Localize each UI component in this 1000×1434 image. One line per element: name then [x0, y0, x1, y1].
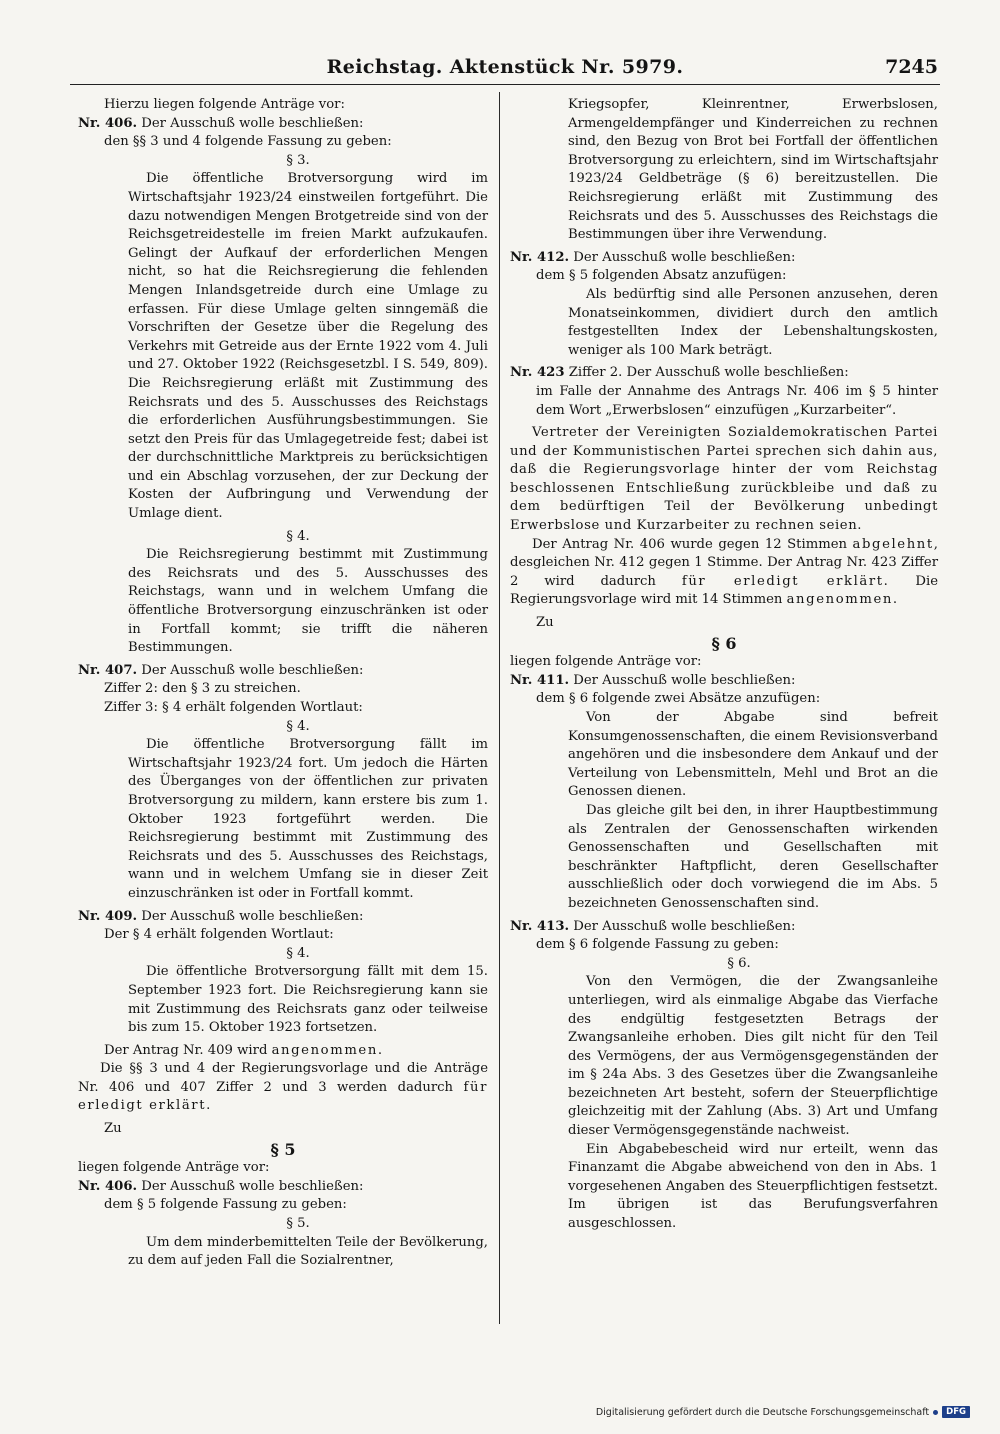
- page-number: 7245: [885, 56, 938, 78]
- motion-423-line: Nr. 423 Ziffer 2. Der Ausschuß wolle beschließen:: [510, 365, 849, 381]
- motion-number: Nr. 406.: [78, 1178, 138, 1194]
- motion-409-section-4-heading: § 4.: [286, 945, 310, 961]
- section-5-text-continued: Kriegsopfer, Kleinrentner, Erwerbslosen, Armengeldempfänger und Kinderreichen zu rechnen sind, den Bezug von Brot bei Fortfall der öffentlichen Brotversorgung zu erleichtern, sind im Wirtschaftsjahr 1923/24 Geldbeträge (§ 6) bereitzustellen. Die Reichsregierung erläßt mit Zustimmung des Reichsrats und des 5. Ausschusses des Reichstags die Bestimmungen über ihre Verwendung.: [568, 97, 938, 243]
- section-3-heading: § 3.: [286, 152, 310, 168]
- result-sections-3-4: Die §§ 3 und 4 der Regierungsvorlage und die Anträge Nr. 406 und 407 Ziffer 2 und 3 werden dadurch für erledigt erklärt.: [78, 1061, 488, 1114]
- motion-409-section-4-text: Die öffentliche Brotversorgung fällt mit dem 15. September 1923 fort. Die Reichsregierung kann sie mit Zustimmung des Reichsrats ganz oder teilweise bis zum 15. Oktober 1923 fortsetzen.: [128, 964, 488, 1036]
- motion-411-line: Nr. 411. Der Ausschuß wolle beschließen:: [510, 672, 796, 688]
- section-5-text: Um dem minderbemittelten Teile der Bevölkerung, zu dem auf jeden Fall die Sozialrentner,: [128, 1234, 488, 1269]
- dfg-logo: DFG: [942, 1406, 970, 1418]
- motion-number: Nr. 411.: [510, 672, 570, 688]
- motion-407-line: Nr. 407. Der Ausschuß wolle beschließen:: [78, 662, 364, 678]
- section-5-heading: § 5: [270, 1139, 296, 1159]
- section-3-text: Die öffentliche Brotversorgung wird im Wirtschaftsjahr 1923/24 einstweilen fortgeführt. Die dazu notwendigen Mengen Brotgetreide sind von der Reichsgetreidestelle im freien Markt aufzukaufen. Gelingt der Aufkauf der erforderlichen Mengen nicht, so hat die Reichsregierung die fehlenden Mengen Inlandsgetreide durch eine Umlage zu erfassen. Für diese Umlage gelten sinngemäß die Vorschriften der Gesetze über die Regelung des Verkehrs mit Getreide aus der Ernte 1922 vom 4. Juli und 27. Oktober 1922 (Reichsgesetzbl. I S. 549, 809). Die Reichsregierung erläßt mit Zustimmung des Reichsrats und des 5. Ausschusses des Reichstags die erforderlichen Ausführungsbestimmungen. Sie setzt den Preis für das Umlagegetreide fest; dabei ist der durchschnittliche Marktpreis zu berücksichtigen und ein Abschlag vorzusehen, der zur Deckung der Kosten der Aufbringung und Verwendung der Umlage dient.: [128, 171, 488, 522]
- motion-412-instruction: dem § 5 folgenden Absatz anzufügen:: [536, 268, 787, 284]
- zu-label: Zu: [104, 1121, 122, 1137]
- page-header: [70, 56, 940, 85]
- motion-411-paragraph-1: Von der Abgabe sind befreit Konsumgenossenschaften, die einem Revisionsverband angehören und die insbesondere dem Ankauf und der Verteilung von Lebensmitteln, Mehl und Brot an die Genossen dienen.: [568, 710, 938, 800]
- intro-text: Hierzu liegen folgende Anträge vor:: [104, 97, 345, 112]
- motion-413-instruction: dem § 6 folgende Fassung zu geben:: [536, 937, 779, 953]
- zu-label: Zu: [536, 615, 554, 631]
- motion-407-item-2: Ziffer 2: den § 3 zu streichen.: [104, 681, 301, 697]
- motion-411-paragraph-2: Das gleiche gilt bei den, in ihrer Hauptbestimmung als Zentralen der Genossenschaften wirkenden Genossenschaften und Gesellschaften mit beschränkter Haftpflicht, deren Gesellschafter ausschließlich oder doch vorwiegend die im Abs. 5 bezeichneten Genossenschaften sind.: [568, 802, 938, 911]
- motion-number: Nr. 406.: [78, 115, 138, 131]
- result-409: Der Antrag Nr. 409 wird angenommen.: [104, 1042, 384, 1058]
- digitization-credit: [596, 1406, 970, 1418]
- motion-407-item-3: Ziffer 3: § 4 erhält folgenden Wortlaut:: [104, 700, 363, 715]
- vote-result-section-5: Der Antrag Nr. 406 wurde gegen 12 Stimmen abgelehnt, desgleichen Nr. 412 gegen 1 Stimme. Der Antrag Nr. 423 Ziffer 2 wird dadurch für erledigt erklärt. Die Regierungsvorlage wird mit 14 Stimmen angenommen.: [510, 536, 939, 608]
- motion-number: Nr. 413.: [510, 918, 570, 934]
- left-column: [78, 96, 488, 1271]
- section-4-heading: § 4.: [286, 528, 310, 544]
- section-4-text: Die Reichsregierung bestimmt mit Zustimmung des Reichsrats und des 5. Ausschusses des Reichstags, wann und in welchem Umfang die öffentliche Brotversorgung einzuschränken ist oder in Fortfall kommt; sie trifft die näheren Bestimmungen.: [128, 547, 488, 656]
- section-5-subheading: § 5.: [286, 1216, 310, 1232]
- motion-412-body: Als bedürftig sind alle Personen anzusehen, deren Monatseinkommen, dividiert durch den amtlich festgestellten Index der Lebenshaltungskosten, weniger als 100 Mark beträgt.: [568, 286, 938, 358]
- motion-407-section-4-text: Die öffentliche Brotversorgung fällt im Wirtschaftsjahr 1923/24 fort. Um jedoch die Härten des Überganges von der öffentlichen zur privaten Brotversorgung zu mildern, kann erstere bis zum 1. Oktober 1923 fortgeführt werden. Die Reichsregierung bestimmt mit Zustimmung des Reichsrats und des 5. Ausschusses des Reichstags, wann und in welchem Umfang sie in dieser Zeit einzuschränken ist oder in Fortfall kommt.: [128, 737, 488, 901]
- motion-406-instruction: den §§ 3 und 4 folgende Fassung zu geben:: [104, 134, 392, 150]
- motion-407-section-4-heading: § 4.: [286, 718, 310, 734]
- motion-412-line: Nr. 412. Der Ausschuß wolle beschließen:: [510, 249, 796, 265]
- motion-number: Nr. 423: [510, 365, 565, 381]
- section-6-heading: § 6: [711, 633, 737, 653]
- column-divider: [499, 92, 500, 1324]
- section-6-subheading: § 6.: [727, 955, 751, 971]
- motion-423-body: im Falle der Annahme des Antrags Nr. 406 im § 5 hinter dem Wort „Erwerbslosen“ einzufügen „Kurzarbeiter“.: [536, 383, 938, 418]
- motion-number: Nr. 407.: [78, 662, 138, 678]
- motion-409-line: Nr. 409. Der Ausschuß wolle beschließen:: [78, 908, 364, 924]
- intro-section-6: liegen folgende Anträge vor:: [510, 654, 702, 670]
- motion-406-line: Nr. 406. Der Ausschuß wolle beschließen:: [78, 115, 364, 131]
- party-statement: Vertreter der Vereinigten Sozialdemokratischen Partei und der Kommunistischen Partei sprechen sich dahin aus, daß die Regierungsvorlage hinter der vom Reichstag beschlossenen Entschließung zurückbleibe und daß zu dem bedürftigen Teil der Bevölkerung unbedingt Erwerbslose und Kurzarbeiter zu rechnen seien.: [510, 425, 938, 534]
- intro-section-5: liegen folgende Anträge vor:: [78, 1160, 270, 1176]
- motion-409-instruction: Der § 4 erhält folgenden Wortlaut:: [104, 927, 334, 943]
- motion-number: Nr. 409.: [78, 908, 138, 924]
- motion-413-line: Nr. 413. Der Ausschuß wolle beschließen:: [510, 918, 796, 934]
- motion-406-s5-instruction: dem § 5 folgende Fassung zu geben:: [104, 1197, 347, 1213]
- separator-dot-icon: [933, 1410, 938, 1415]
- motion-406-s5-line: Nr. 406. Der Ausschuß wolle beschließen:: [78, 1178, 364, 1194]
- motion-411-instruction: dem § 6 folgende zwei Absätze anzufügen:: [536, 691, 821, 707]
- right-column: [510, 96, 938, 1234]
- credit-text: Digitalisierung gefördert durch die Deutsche Forschungsgemeinschaft: [595, 1406, 930, 1418]
- motion-number: Nr. 412.: [510, 249, 570, 265]
- section-6-paragraph-1: Von den Vermögen, die der Zwangsanleihe unterliegen, wird als einmalige Abgabe das Vierfache des endgültig festgesetzten Betrags der Zwangsanleihe erhoben. Dies gilt nicht für den Teil des Vermögens, der aus Vermögensgegenständen der im § 24a Abs. 3 des Gesetzes über die Zwangsanleihe bezeichneten Art besteht, sofern der Steuerpflichtige gleichzeitig mit der Zahlung (Abs. 3) Art und Umfang dieser Vermögensgegenstände nachweist.: [568, 974, 938, 1139]
- running-title: Reichstag. Aktenstück Nr. 5979.: [326, 56, 684, 78]
- section-6-paragraph-2: Ein Abgabebescheid wird nur erteilt, wenn das Finanzamt die Abgabe abweichend von den in Abs. 1 vorgesehenen Angaben des Steuerpflichtigen festsetzt. Im übrigen ist das Berufungsverfahren ausgeschlossen.: [568, 1141, 938, 1232]
